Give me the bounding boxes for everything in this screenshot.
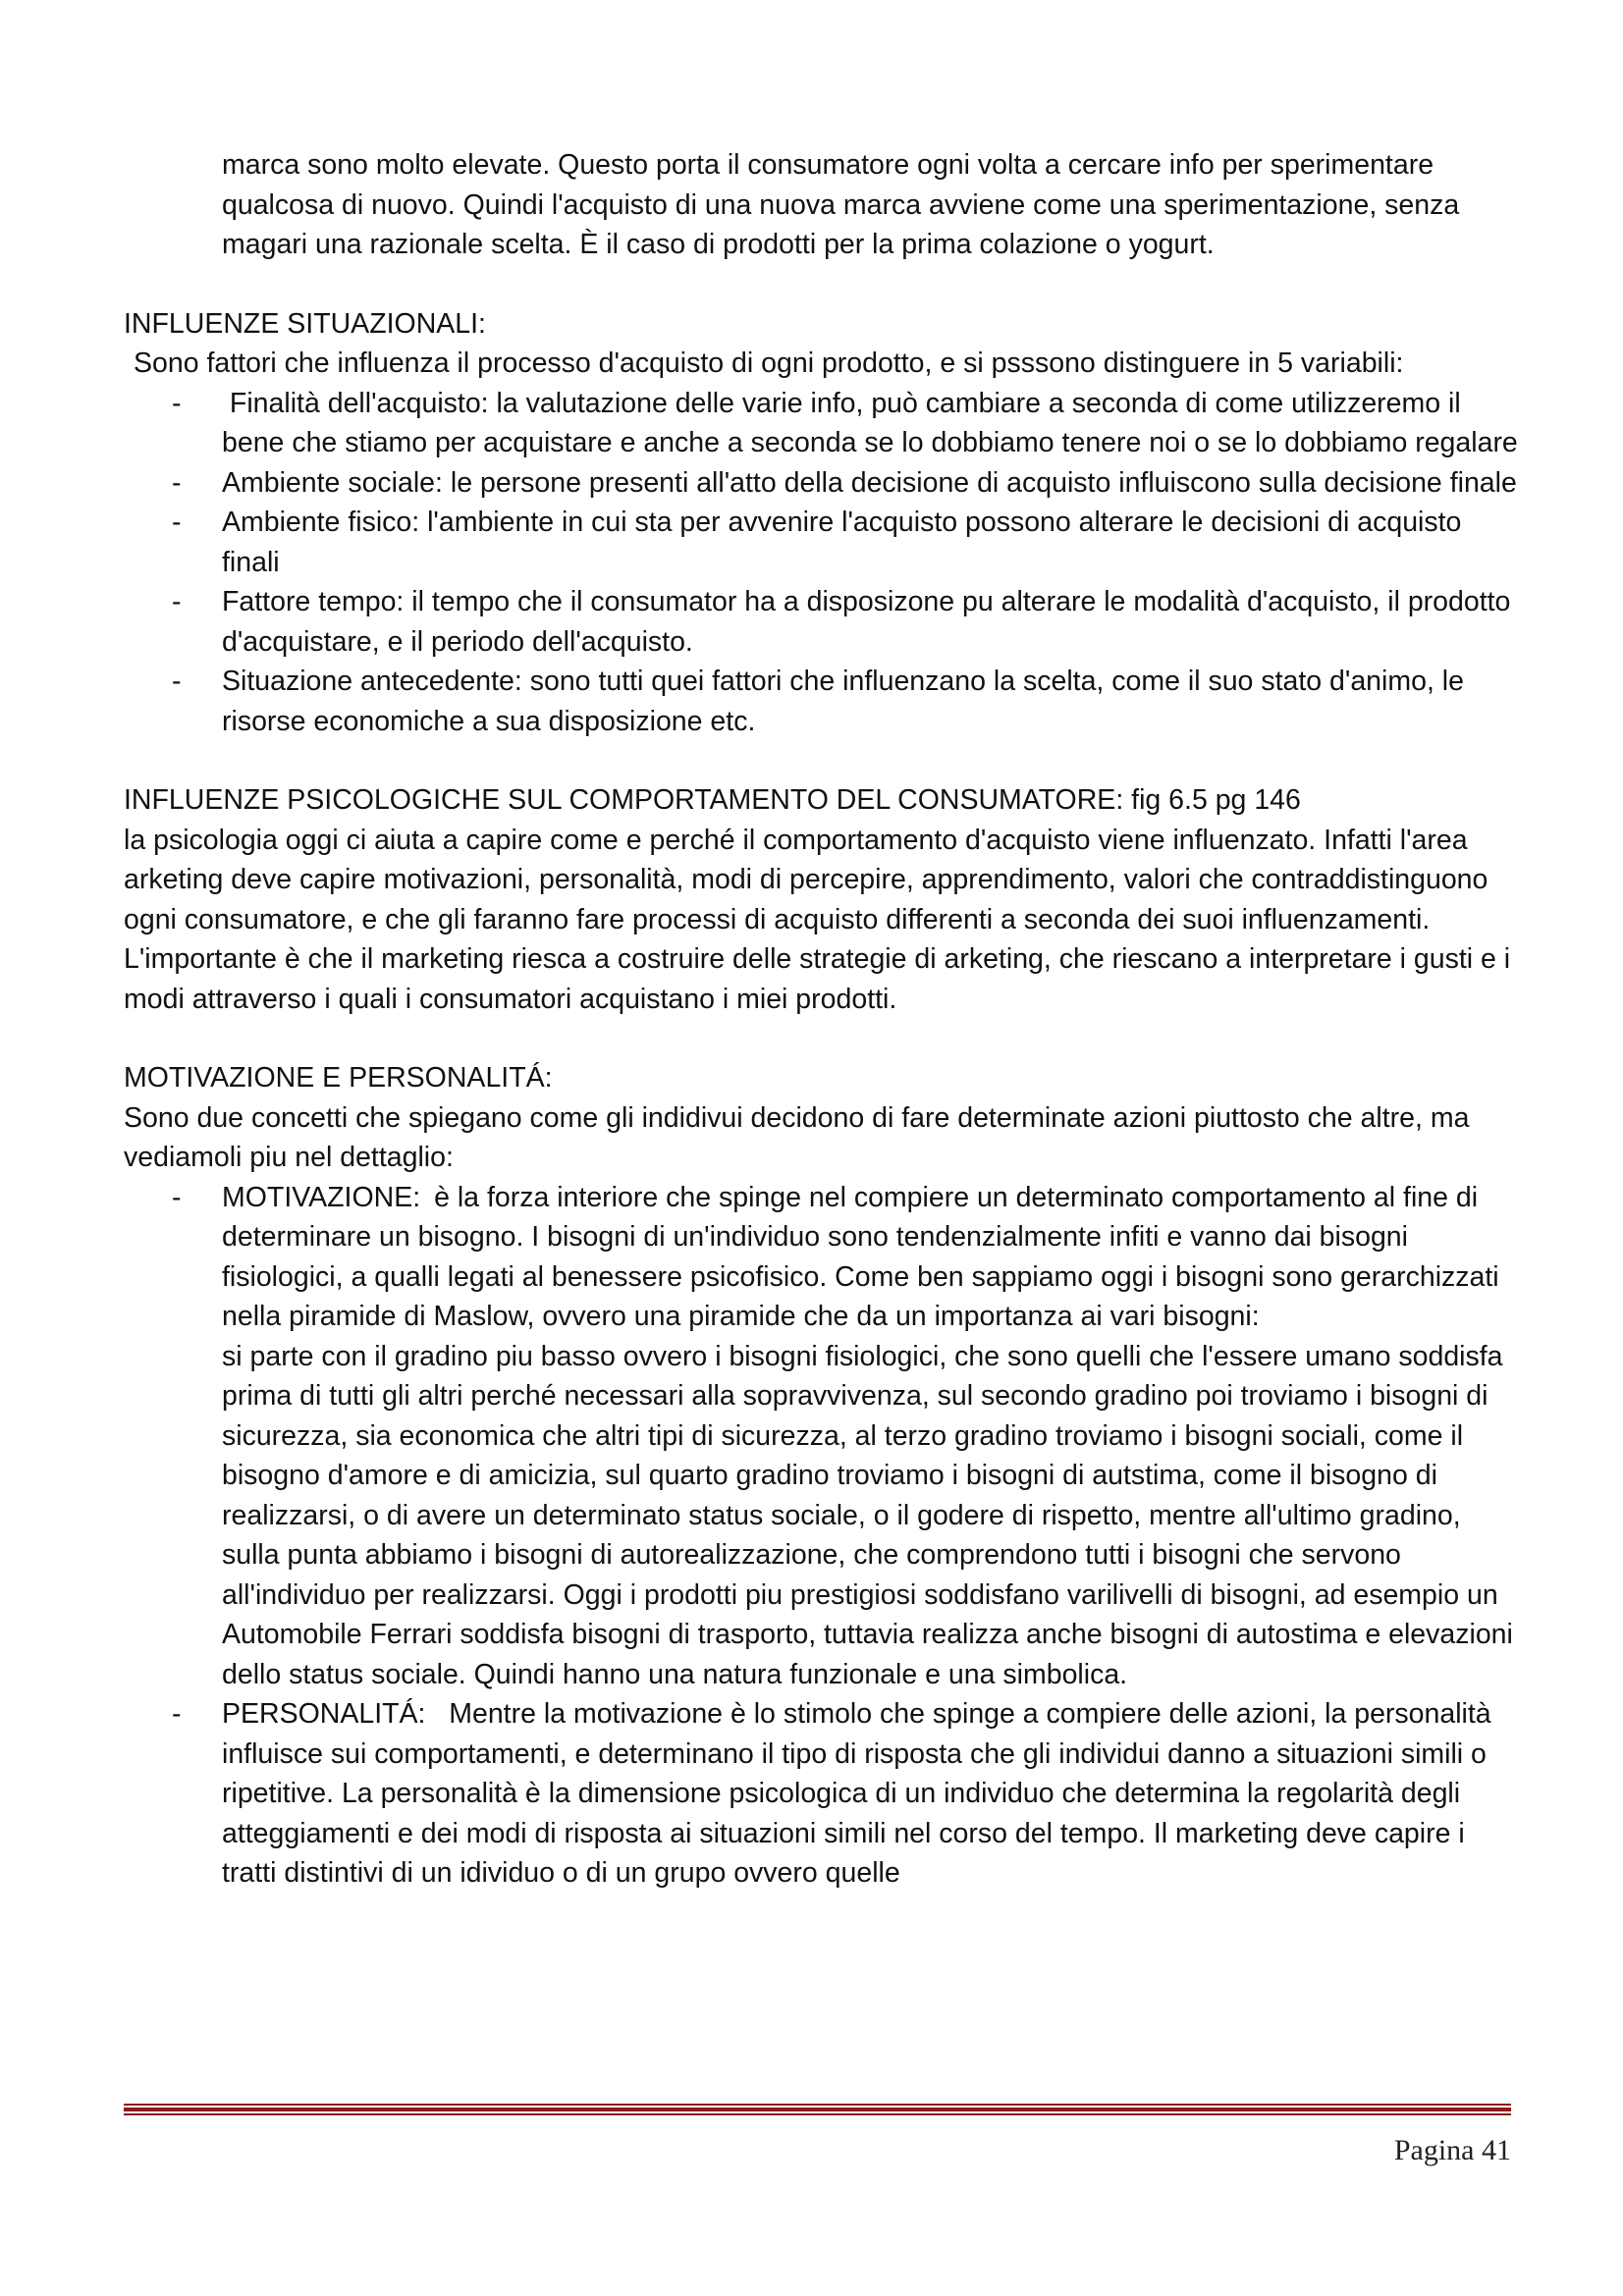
list-item-text: Fattore tempo: il tempo che il consumator ha a disposizone pu alterare le modalità d'acquisto, il prodotto d'acquistare, e il periodo dell'acquisto. xyxy=(222,586,1511,658)
list-item xyxy=(124,503,1518,582)
motivation-lead: Sono due concetti che spiegano come gli indidivui decidono di fare determinate azioni piuttosto che altre, ma vediamoli piu nel dettaglio: xyxy=(124,1101,1470,1173)
term-personalita: PERSONALITÁ: xyxy=(222,1698,426,1730)
situational-list xyxy=(124,384,1518,742)
list-item xyxy=(124,582,1518,662)
list-item xyxy=(124,463,1518,504)
page-content xyxy=(124,145,1518,1894)
list-item-continuation: si parte con il gradino piu basso ovvero i bisogni fisiologici, che sono quelli che l'essere umano soddisfa prima di tutti gli altri perché necessari alla sopravvivenza, sul secondo gradino poi troviamo i bisogni di sicurezza, sia economica che altri tipi di sicurezza, al terzo gradino troviamo i bisogni sociali, come il bisogno d'amore e di amicizia, sul quarto gradino troviamo i bisogni di autstima, come il bisogno di realizzarsi, o di avere un determinato status sociale, o il godere di rispetto, mentre all'ultimo gradino, sulla punta abbiamo i bisogni di autorealizzazione, che comprendono tutti i bisogni che servono all'individuo per realizzarsi. Oggi i prodotti piu prestigiosi soddisfano varilivelli di bisogni, ad esempio un Automobile Ferrari soddisfa bisogni di trasporto, tuttavia realizza anche bisogni di autostima e elevazioni dello status sociale. Quindi hanno una natura funzionale e una simbolica. xyxy=(222,1340,1513,1690)
list-item-text: Finalità dell'acquisto: la valutazione delle varie info, può cambiare a seconda di come utilizzeremo il bene che stiamo per acquistare e anche a seconda se lo dobbiamo tenere noi o se lo dobbiamo regalare xyxy=(222,387,1518,458)
page-number: Pagina 41 xyxy=(1393,2134,1511,2166)
dash-bullet: - xyxy=(172,1181,182,1213)
list-item-text: Ambiente fisico: l'ambiente in cui sta per avvenire l'acquisto possono alterare le decisioni di acquisto finali xyxy=(222,507,1462,578)
list-item-text: Situazione antecedente: sono tutti quei fattori che influenzano la scelta, come il suo stato d'animo, le risorse economiche a sua disposizione etc. xyxy=(222,666,1464,737)
list-item-text: è la forza interiore che spinge nel compiere un determinato comportamento al fine di determinare un bisogno. I bisogni di un'individuo sono tendenzialmente infiti e vanno dai bisogni fisiologici, a qualli legati al benessere psicofisico. Come ben sappiamo oggi i bisogni sono gerarchizzati nella piramide di Maslow, ovvero una piramide che da un importanza ai vari bisogni: xyxy=(222,1181,1499,1332)
motivation-list xyxy=(124,1178,1518,1894)
psychological-body: la psicologia oggi ci aiuta a capire come e perché il comportamento d'acquisto viene influenzato. Infatti l'area arketing deve capire motivazioni, personalità, modi di percepire, apprendimento, valori che contraddistinguono ogni consumatore, e che gli faranno fare processi di acquisto differenti a seconda dei suoi influenzamenti. L'importante è che il marketing riesca a costruire delle strategie di arketing, che riescano a interpretare i gusti e i modi attraverso i quali i consumatori acquistano i miei prodotti. xyxy=(124,824,1511,1015)
situational-lead: Sono fattori che influenza il processo d'acquisto di ogni prodotto, e si psssono distinguere in 5 variabili: xyxy=(134,347,1404,379)
dash-bullet: - xyxy=(172,1698,182,1730)
dash-bullet: - xyxy=(172,507,182,538)
motivation-heading: MOTIVAZIONE E PERSONALITÁ: xyxy=(124,1062,553,1094)
list-item xyxy=(124,1694,1518,1894)
situational-heading: INFLUENZE SITUAZIONALI: xyxy=(124,307,486,340)
list-item-text: Ambiente sociale: le persone presenti all'atto della decisione di acquisto influiscono sulla decisione finale xyxy=(222,466,1517,499)
list-item xyxy=(124,1178,1518,1695)
dash-bullet: - xyxy=(172,666,182,697)
intro-continuation: marca sono molto elevate. Questo porta il consumatore ogni volta a cercare info per sperimentare qualcosa di nuovo. Quindi l'acquisto di una nuova marca avviene come una sperimentazione, senza magari una razionale scelta. È il caso di prodotti per la prima colazione o yogurt. xyxy=(222,149,1460,260)
list-item xyxy=(124,384,1518,463)
dash-bullet: - xyxy=(172,586,182,617)
footer-rule xyxy=(124,2104,1511,2115)
dash-bullet: - xyxy=(172,466,182,499)
term-motivazione: MOTIVAZIONE: xyxy=(222,1181,421,1213)
psychological-heading: INFLUENZE PSICOLOGICHE SUL COMPORTAMENTO DEL CONSUMATORE: fig 6.5 pg 146 xyxy=(124,784,1301,816)
list-item-text: Mentre la motivazione è lo stimolo che spinge a compiere delle azioni, la personalità influisce sui comportamenti, e determinano il tipo di risposta che gli individui danno a situazioni simili o ripetitive. La personalità è la dimensione psicologica di un individuo che determina la regolarità degli atteggiamenti e dei modi di risposta ai situazioni simili nel corso del tempo. Il marketing deve capire i tratti distintivi di un idividuo o di un grupo ovvero quelle xyxy=(222,1698,1499,1889)
list-item xyxy=(124,662,1518,741)
dash-bullet: - xyxy=(172,387,182,419)
